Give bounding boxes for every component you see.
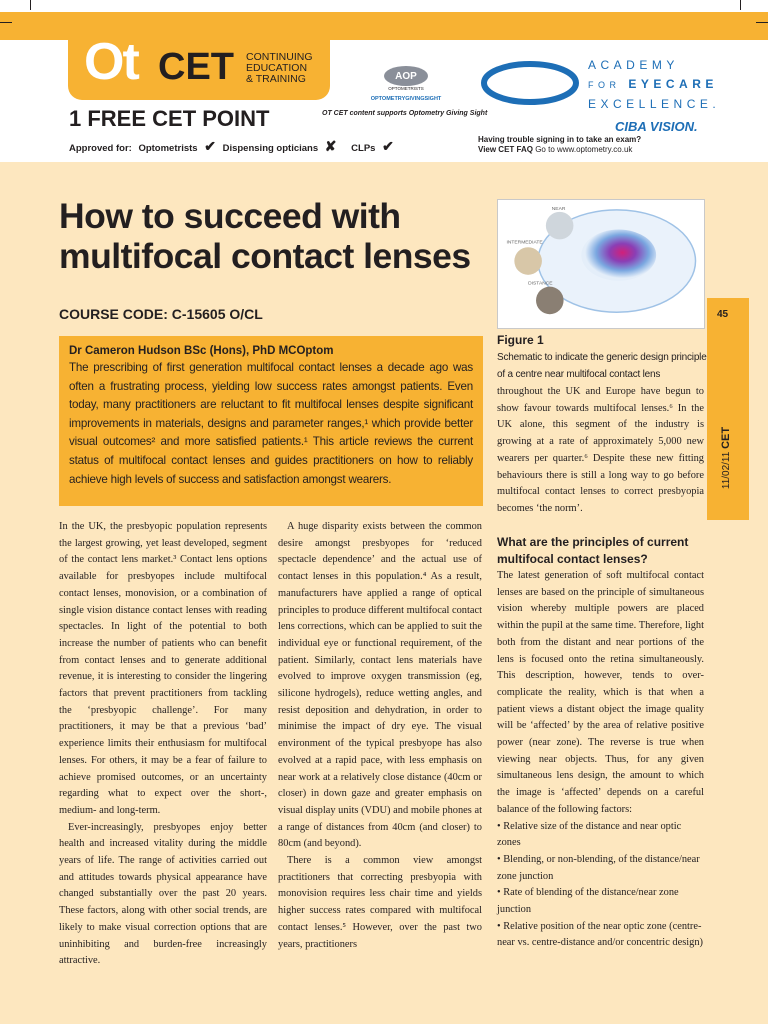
zone-label: INTERMEDIATE (506, 240, 543, 246)
cet-logo: CET (158, 46, 234, 88)
zone-label: DISTANCE (528, 281, 553, 287)
paragraph: There is a common view amongst practitioners that correcting presbyopia with monovision requires less chair time and yields higher success rates compared with multifocal contact lenses.⁵ However, over the past two years, practitioners (278, 855, 482, 950)
tick-icon: ✔ (204, 138, 216, 154)
article-title: How to succeed with multifocal contact lenses (59, 196, 471, 276)
crop-mark (740, 0, 741, 10)
aop-sub-text: OPTOMETRISTS (388, 86, 424, 91)
cet-subtitle-line: & TRAINING (246, 73, 306, 85)
paragraph: The latest generation of soft multifocal contact lenses are based on the principle of simultaneous vision whereby multiple powers are placed within the pupil at the same time. Therefore, light both from the distant and near portions of the lens is focused onto the retina simultaneously. This description, however, tends to over-complicate the reality, which is that when a patient views a distant object the image quality will be ‘affected’ by the area of relative positive power (near zone). The reverse is true when viewing near objects. Thus, for any given simultaneous lens design, the amount to which the image is ‘affected’ depends on a careful balance of the following factors: (497, 570, 704, 815)
course-code: COURSE CODE: C-15605 O/CL (59, 306, 263, 322)
trouble-line: Having trouble signing in to take an exam? (478, 135, 642, 144)
paragraph: In the UK, the presbyopic population represents the largest growing, yet least developed, segment of the contact lens market.³ Contact lens options available for presbyopes include multifocal contact lenses, monovision, or a combination of single vision distance contact lenses with reading spectacles. In light of the potential to both increase the number of patients who can benefit from contact lenses and to generate additional revenue, it is interesting to consider the lingering factors that prevent practitioners from tackling the ‘presbyopic challenge’. For many practitioners, it may be that a previous ‘bad’ experience limits their enthusiasm for multifocal lenses. For others, it may be a fear of failure to achieve promised outcomes, or an uncertainty regarding what to expect over the short-, medium- and long-term. (59, 521, 267, 816)
cet-subtitle-line: EDUCATION (246, 62, 308, 74)
author: Dr Cameron Hudson BSc (Hons), PhD MCOptom (69, 345, 334, 357)
section-heading: What are the principles of current multifocal contact lenses? (497, 535, 689, 566)
approved-label: Approved for: (69, 143, 132, 154)
crop-mark (0, 22, 12, 23)
academy-line: ACADEMY (588, 58, 679, 72)
body-column-2 (278, 519, 482, 953)
supports-text: OT CET content supports Optometry Giving Sight (322, 110, 488, 117)
page-number: 45 (717, 309, 729, 320)
abstract-box (59, 336, 483, 506)
crop-mark (756, 22, 768, 23)
list-item: • Rate of blending of the distance/near zone junction (497, 887, 679, 916)
cet-subtitle (246, 52, 313, 85)
academy-eyecare-logo (588, 56, 720, 114)
zone-label: NEAR (551, 206, 566, 212)
ciba-vision-logo: CIBA VISION. (615, 119, 698, 134)
list-item: • Blending, or non-blending, of the distance/near zone junction (497, 853, 700, 882)
side-tab-label (720, 408, 732, 508)
giving-sight-text: OPTOMETRYGIVINGSIGHT (370, 96, 442, 102)
body-column-3-bottom (497, 568, 704, 952)
figure-1-image (497, 199, 705, 329)
section-label: CET (720, 426, 732, 449)
body-column-3-top (497, 384, 704, 518)
academy-swoosh-logo (480, 58, 580, 108)
aop-logo (358, 58, 454, 108)
figure-label: Figure 1 (497, 333, 544, 347)
figure-caption: Schematic to indicate the generic design principle of a centre near multifocal contact lens (497, 352, 707, 380)
cet-faq-note (478, 135, 641, 155)
list-item: • Relative position of the near optic zone (centre-near vs. centre-distance and/or concentric design) (497, 920, 703, 949)
paragraph: throughout the UK and Europe have begun to show favour towards multifocal lenses.⁶ In the UK alone, this segment of the industry is growing at a rate of approximately 5,000 new wearers per quarter.⁶ Despite these new fitting behaviours there is still a long way to go before multifocal contact lenses to correct presbyopia becomes ‘the norm’. (497, 386, 704, 514)
approved-optometrists: Optometrists (138, 143, 198, 154)
academy-for: FOR (588, 80, 621, 90)
approved-dispensing-opticians: Dispensing opticians (222, 143, 319, 154)
paragraph: Ever-increasingly, presbyopes enjoy better health and increased vitality during the middle years of life. The range of activities carried out and attitudes towards physical appearance have changed substantially over the past 20 years. These factors, along with other social trends, are likely to make visual correction options that are uninhibiting and burden-free increasingly attractive. (59, 821, 267, 967)
approved-clps: CLPs (351, 143, 376, 154)
body-column-1 (59, 519, 267, 970)
academy-eyecare: EYECARE (628, 77, 718, 91)
approved-for (69, 138, 398, 155)
ot-logo: Ot (84, 33, 138, 91)
paragraph: A huge disparity exists between the common desire amongst presbyopes for ‘reduced spectacle dependence’ and the actual use of contact lenses in this population.⁴ As a result, manufacturers have applied a range of optical principles to produce different multifocal contact lens corrections, which can be applied to suit the individual eye or functional requirement, of the patient. Similarly, contact lens materials have evolved to improve oxygen transmission (eg, silicone hydrogels), reduce wetting angles, and resist deposition and dehydration, in order to minimise the impact of dry eye. The visual environment of the typical presbyope has also evolved at a rapid pace, with less emphasis on near work at a relatively close distance (40cm or closer) in down gaze and greater emphasis on visual display units (VDU) and mobile phones at a range of distances from 40cm (and closer) to 80cm (and beyond). (278, 521, 482, 850)
faq-url[interactable]: Go to www.optometry.co.uk (532, 145, 633, 154)
aop-logo-text: AOP (395, 71, 417, 82)
cet-subtitle-line: CONTINUING (246, 51, 313, 63)
tick-icon: ✔ (382, 138, 394, 154)
cet-faq-link[interactable]: View CET FAQ (478, 145, 533, 154)
abstract-text: The prescribing of first generation multifocal contact lenses a decade ago was often a frustrating process, yielding low success rates amongst patients. Even today, many practitioners are reluctant to fit multifocal lenses despite significant improvements in materials, designs and parameter ranges,¹ which provide better visual outcomes² and more satisfied patients.¹ This article reviews the current status of multifocal contact lenses and guides practitioners on how to reliably achieve high levels of success and satisfaction amongst wearers. (69, 361, 473, 486)
crop-mark (30, 0, 31, 10)
issue-date: 11/02/11 (721, 451, 732, 490)
cross-icon: ✘ (324, 138, 337, 154)
academy-line: EXCELLENCE. (588, 97, 721, 111)
factor-list (497, 819, 704, 953)
free-cet-point: 1 FREE CET POINT (69, 106, 270, 131)
list-item: • Relative size of the distance and near optic zones (497, 820, 682, 849)
